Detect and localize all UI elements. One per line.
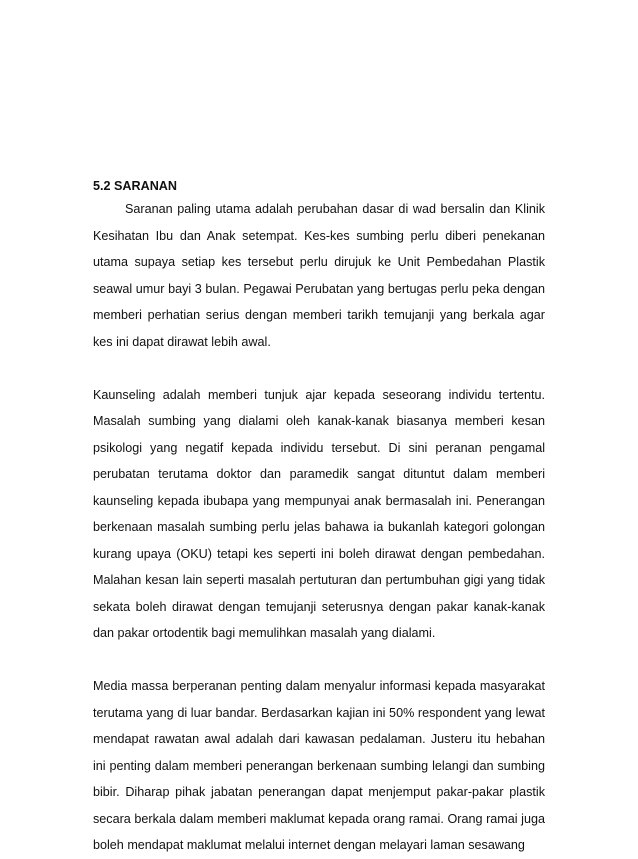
paragraph-gap bbox=[93, 647, 545, 674]
paragraph-2: Kaunseling adalah memberi tunjuk ajar kepada seseorang individu tertentu. Masalah sumbing yang dialami oleh kanak-kanak biasanya memberi kesan psikologi yang negatif kepada individu tersebut. Di sini peranan pengamal perubatan terutama doktor dan paramedik sangat dituntut dalam memberi kaunseling kepada ibubapa yang mempunyai anak bermasalah ini. Penerangan berkenaan masalah sumbing perlu jelas bahawa ia bukanlah kategori golongan kurang upaya (OKU) tetapi kes seperti ini boleh dirawat dengan pembedahan. Malahan kesan lain seperti masalah pertuturan dan pertumbuhan gigi yang tidak sekata boleh dirawat dengan temujanji seterusnya dengan pakar kanak-kanak dan pakar ortodentik bagi memulihkan masalah yang dialami. bbox=[93, 387, 545, 640]
paragraph-1: Saranan paling utama adalah perubahan dasar di wad bersalin dan Klinik Kesihatan Ibu dan Anak setempat. Kes-kes sumbing perlu diberi penekanan utama supaya setiap kes tersebut perlu dirujuk ke Unit Pembedahan Plastik seawal umur bayi 3 bulan. Pegawai Perubatan yang bertugas perlu peka dengan memberi perhatian serius dengan memberi tarikh temujanji yang berkala agar kes ini dapat dirawat lebih awal. bbox=[93, 202, 545, 349]
paragraph-3: Media massa berperanan penting dalam menyalur informasi kepada masyarakat terutama yang di luar bandar. Berdasarkan kajian ini 50% respondent yang lewat mendapat rawatan awal adalah dari kawasan pedalaman. Justeru itu hebahan ini penting dalam memberi penerangan berkenaan sumbing lelangi dan sumbing bibir. Diharap pihak jabatan penerangan dapat menjemput pakar-pakar plastik secara berkala dalam memberi maklumat kepada orang ramai. Orang ramai juga boleh mendapat maklumat melalui internet dengan melayari laman sesawang bbox=[93, 679, 545, 852]
paragraph-gap bbox=[93, 355, 545, 382]
document-body bbox=[93, 176, 545, 859]
section-heading: 5.2 SARANAN bbox=[93, 179, 177, 193]
